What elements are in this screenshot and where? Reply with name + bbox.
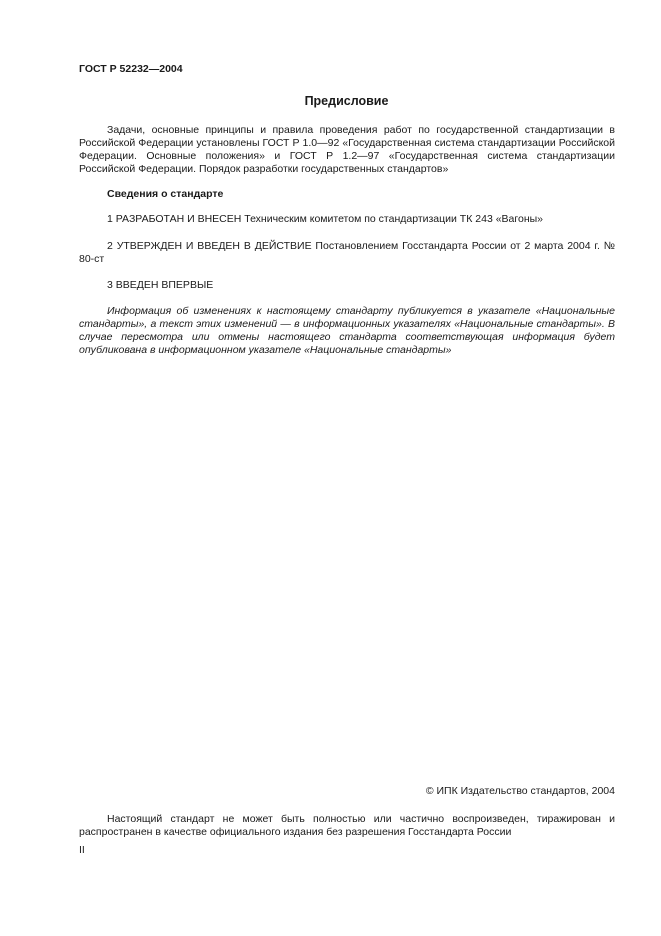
document-code: ГОСТ Р 52232—2004 — [79, 63, 183, 75]
intro-paragraph — [79, 124, 615, 176]
list-item — [79, 279, 615, 292]
reproduction-notice-text: Настоящий стандарт не может быть полностью или частично воспроизведен, тиражирован и распространен в качестве официального издания без разрешения Госстандарта России — [79, 813, 615, 838]
section-heading: Сведения о стандарте — [107, 188, 224, 200]
list-item-text: 1 РАЗРАБОТАН И ВНЕСЕН Техническим комитетом по стандартизации ТК 243 «Вагоны» — [107, 213, 544, 225]
info-note — [79, 305, 615, 357]
list-item — [79, 213, 615, 226]
info-note-text: Информация об изменениях к настоящему стандарту публикуется в указателе «Национальные стандарты», а текст этих изменений — в информационных указателях «Национальные стандарты». В случае пересмотра или отмены настоящего стандарта соответствующая информация будет опубликована в информационном указателе «Национальные стандарты» — [79, 305, 615, 356]
page-number: II — [79, 844, 85, 856]
page-title: Предисловие — [304, 94, 389, 108]
copyright-line: © ИПК Издательство стандартов, 2004 — [425, 785, 615, 797]
list-item — [79, 240, 615, 266]
intro-text: Задачи, основные принципы и правила проведения работ по государственной стандартизации в Российской Федерации установлены ГОСТ Р 1.0—92 «Государственная система стандартизации Российской Федерации. Основные положения» и ГОСТ Р 1.2—97 «Государственная система стандартизации Российской Федерации. Порядок разработки государственных стандартов» — [79, 124, 615, 175]
list-item-text: 2 УТВЕРЖДЕН И ВВЕДЕН В ДЕЙСТВИЕ Постановлением Госстандарта России от 2 марта 2004 г. № 80-ст — [79, 240, 615, 265]
list-item-text: 3 ВВЕДЕН ВПЕРВЫЕ — [107, 279, 214, 291]
reproduction-notice — [79, 813, 615, 839]
